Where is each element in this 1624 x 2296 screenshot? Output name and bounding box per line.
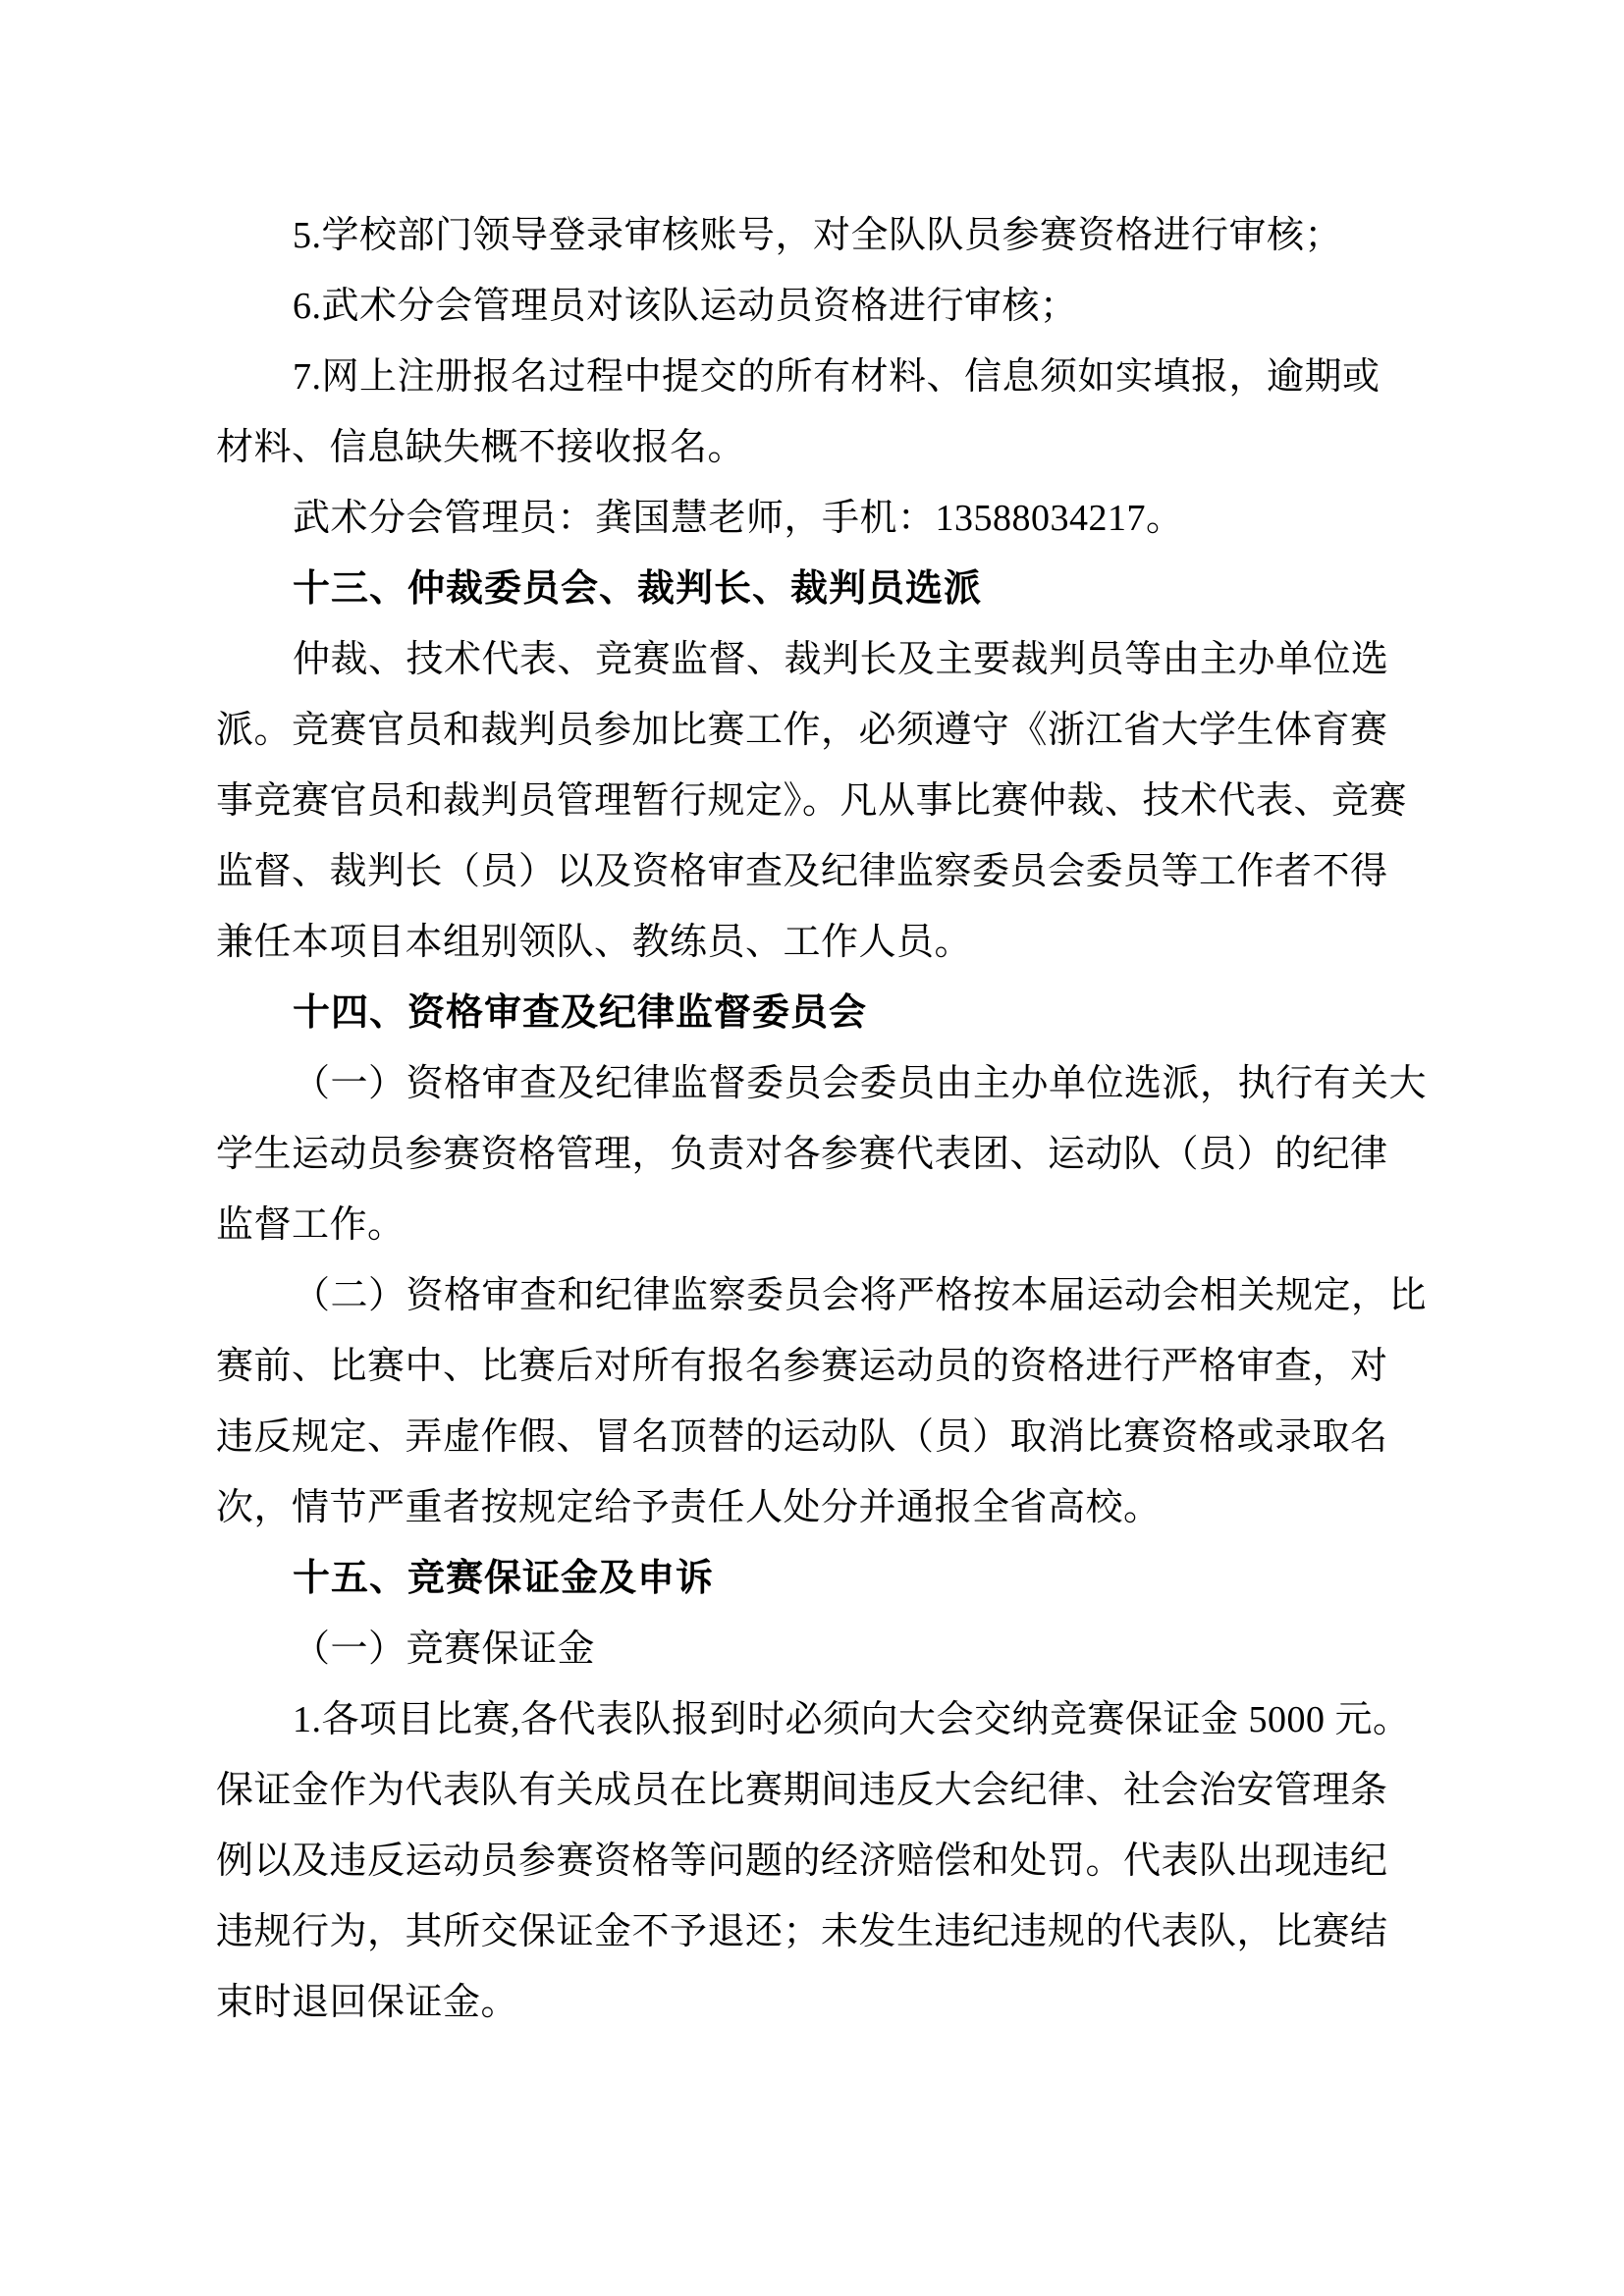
document-line: 次，情节严重者按规定给予责任人处分并通报全省高校。 — [216, 1487, 1162, 1528]
document-line: 例以及违反运动员参赛资格等问题的经济赔偿和处罚。代表队出现违纪 — [216, 1841, 1388, 1882]
section-heading: 十五、竞赛保证金及申诉 — [293, 1558, 715, 1599]
document-line: 派。竞赛官员和裁判员参加比赛工作，必须遵守《浙江省大学生体育赛 — [216, 710, 1388, 751]
document-line: 事竞赛官员和裁判员管理暂行规定》。凡从事比赛仲裁、技术代表、竞赛 — [216, 780, 1408, 822]
section-heading: 十三、仲裁委员会、裁判长、裁判员选派 — [293, 568, 983, 610]
document-line: 监督工作。 — [216, 1204, 406, 1246]
document-line: 7.网上注册报名过程中提交的所有材料、信息须如实填报，逾期或 — [293, 356, 1380, 398]
document-line: 束时退回保证金。 — [216, 1982, 519, 2023]
document-line: 兼任本项目本组别领队、教练员、工作人员。 — [216, 922, 973, 963]
document-line: 赛前、比赛中、比赛后对所有报名参赛运动员的资格进行严格审查，对 — [216, 1346, 1388, 1387]
document-line: 违反规定、弄虚作假、冒名顶替的运动队（员）取消比赛资格或录取名 — [216, 1416, 1388, 1458]
document-body — [216, 200, 1428, 2038]
document-line: 仲裁、技术代表、竞赛监督、裁判长及主要裁判员等由主办单位选 — [293, 639, 1389, 680]
document-line: 5.学校部门领导登录审核账号，对全队队员参赛资格进行审核； — [293, 215, 1343, 256]
document-line: 学生运动员参赛资格管理，负责对各参赛代表团、运动队（员）的纪律 — [216, 1134, 1388, 1175]
document-line: 违规行为，其所交保证金不予退还；未发生违纪违规的代表队，比赛结 — [216, 1911, 1388, 1952]
document-line: 保证金作为代表队有关成员在比赛期间违反大会纪律、社会治安管理条 — [216, 1770, 1388, 1811]
document-line: 6.武术分会管理员对该队运动员资格进行审核； — [293, 286, 1078, 327]
document-line: 监督、裁判长（员）以及资格审查及纪律监察委员会委员等工作者不得 — [216, 851, 1388, 892]
document-line: （一）竞赛保证金 — [293, 1629, 596, 1670]
document-line: 武术分会管理员：龚国慧老师，手机：13588034217。 — [293, 498, 1184, 539]
section-heading: 十四、资格审查及纪律监督委员会 — [293, 992, 868, 1034]
document-line: 1.各项目比赛,各代表队报到时必须向大会交纳竞赛保证金 5000 元。 — [293, 1699, 1411, 1740]
document-line: （二）资格审查和纪律监察委员会将严格按本届运动会相关规定，比 — [293, 1275, 1428, 1316]
document-line: （一）资格审查及纪律监督委员会委员由主办单位选派，执行有关大 — [293, 1063, 1428, 1104]
document-line: 材料、信息缺失概不接收报名。 — [216, 427, 746, 468]
